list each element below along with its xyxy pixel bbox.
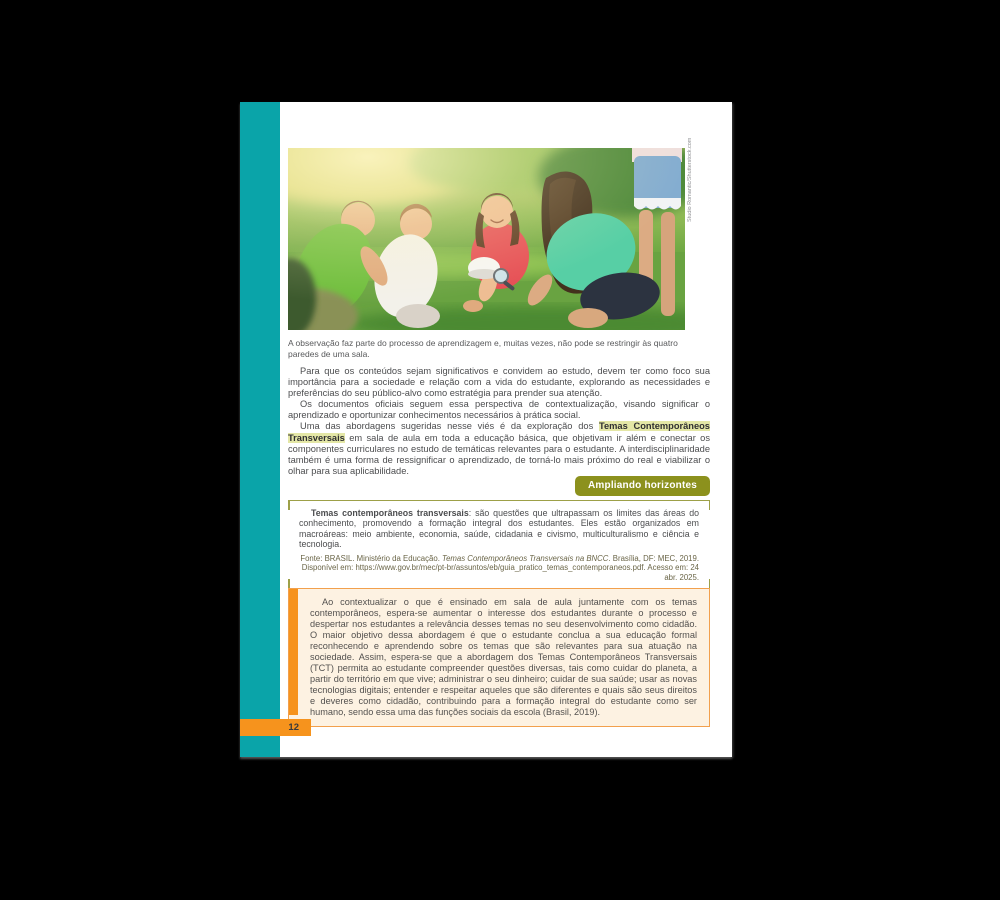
paragraph-3 (288, 421, 710, 476)
photo-caption: A observação faz parte do processo de aprendizagem e, muitas vezes, não pode se restringir às quatro paredes de uma sala. (288, 338, 678, 359)
photo-illustration (288, 148, 685, 330)
box-corner-stub (288, 501, 290, 510)
definition-lead: Temas contemporâneos transversais (311, 508, 469, 518)
definition-text (299, 508, 699, 550)
paragraph-1: Para que os conteúdos sejam significativos e convidem ao estudo, devem ter como foco sua importância para a sociedade e relação com a vida do estudante, explorando as necessidades e preferências do seu público-alvo como estratégia para prender sua atenção. (288, 366, 710, 399)
definition-body: : são questões que ultrapassam os limites das áreas do conhecimento, promovendo a formação integral dos estudantes. Eles estão organizados em macroáreas: meio ambiente, economia, saúde, cidadania e civismo, multiculturalismo e ciência e tecnologia. (299, 508, 700, 550)
page-number-bar (240, 719, 311, 736)
paragraph-2: Os documentos oficiais seguem essa perspectiva de contextualização, visando significar o aprendizado e oportunizar conhecimentos necessários à prática social. (288, 399, 710, 421)
teal-side-stripe (240, 102, 280, 757)
highlight-box (288, 588, 710, 727)
book-page (240, 102, 732, 757)
source-prefix: Fonte: BRASIL. Ministério da Educação. (300, 553, 443, 563)
box-corner-stub (709, 501, 711, 510)
highlight-box-text: Ao contextualizar o que é ensinado em sala de aula juntamente com os temas contemporâneos, espera-se aumentar o interesse dos estudantes durante o processo e despertar nos estudantes a relevância desses temas no seu desenvolvimento como cidadão. O maior objetivo dessa abordagem é que o estudante conclua a sua educação formal reconhecendo e aprendendo sobre os temas que são relevantes para sua atuação na sociedade. Assim, espera-se que a abordagem dos Temas Contemporâneos Transversais (TCT) permita ao estudante compreender questões diversas, tais como cuidar do planeta, a partir do território em que vive; administrar o seu dinheiro; cuidar de sua saúde; usar as novas tecnologias digitais; entender e respeitar aqueles que são diferentes e quais são seus direitos e deveres como cidadão, contribuindo para a formação integral do estudante como ser humano, sendo essa uma das funções sociais da escola (Brasil, 2019). (310, 597, 697, 717)
section-badge-ampliando-horizontes: Ampliando horizontes (575, 476, 710, 496)
paragraph-3-start: Uma das abordagens sugeridas nesse viés é da exploração dos (300, 421, 599, 432)
page-number: 12 (288, 722, 299, 733)
highlighted-term: Temas Contemporâneos Transversais (288, 421, 710, 443)
paragraph-3-end: em sala de aula em toda a educação básica, que objetivam ir além e conectar os componentes curriculares no estudo de temáticas relevantes para o estudante. A interdisciplinaridade também é uma forma de ressignificar o aprendizado, de torná-lo mais próximo do real e viabilizar o olhar para sua aplicabilidade. (288, 432, 710, 476)
highlight-box-accent-bar (289, 589, 298, 715)
photo-credit: Studio Romantic/Shutterstock.com (687, 137, 693, 222)
source-reference (299, 554, 699, 583)
source-suffix: . Brasília, DF: MEC, 2019. Disponível em: https://www.gov.br/mec/pt-br/assuntos/eb/guia_pratico_temas_contemporaneos.pdf. Acesso em: 24 abr. 2025. (301, 553, 699, 582)
definition-box (288, 500, 710, 589)
source-title: Temas Contemporâneos Transversais na BNCC (442, 553, 609, 563)
photo (288, 148, 685, 330)
body-text (288, 366, 710, 477)
